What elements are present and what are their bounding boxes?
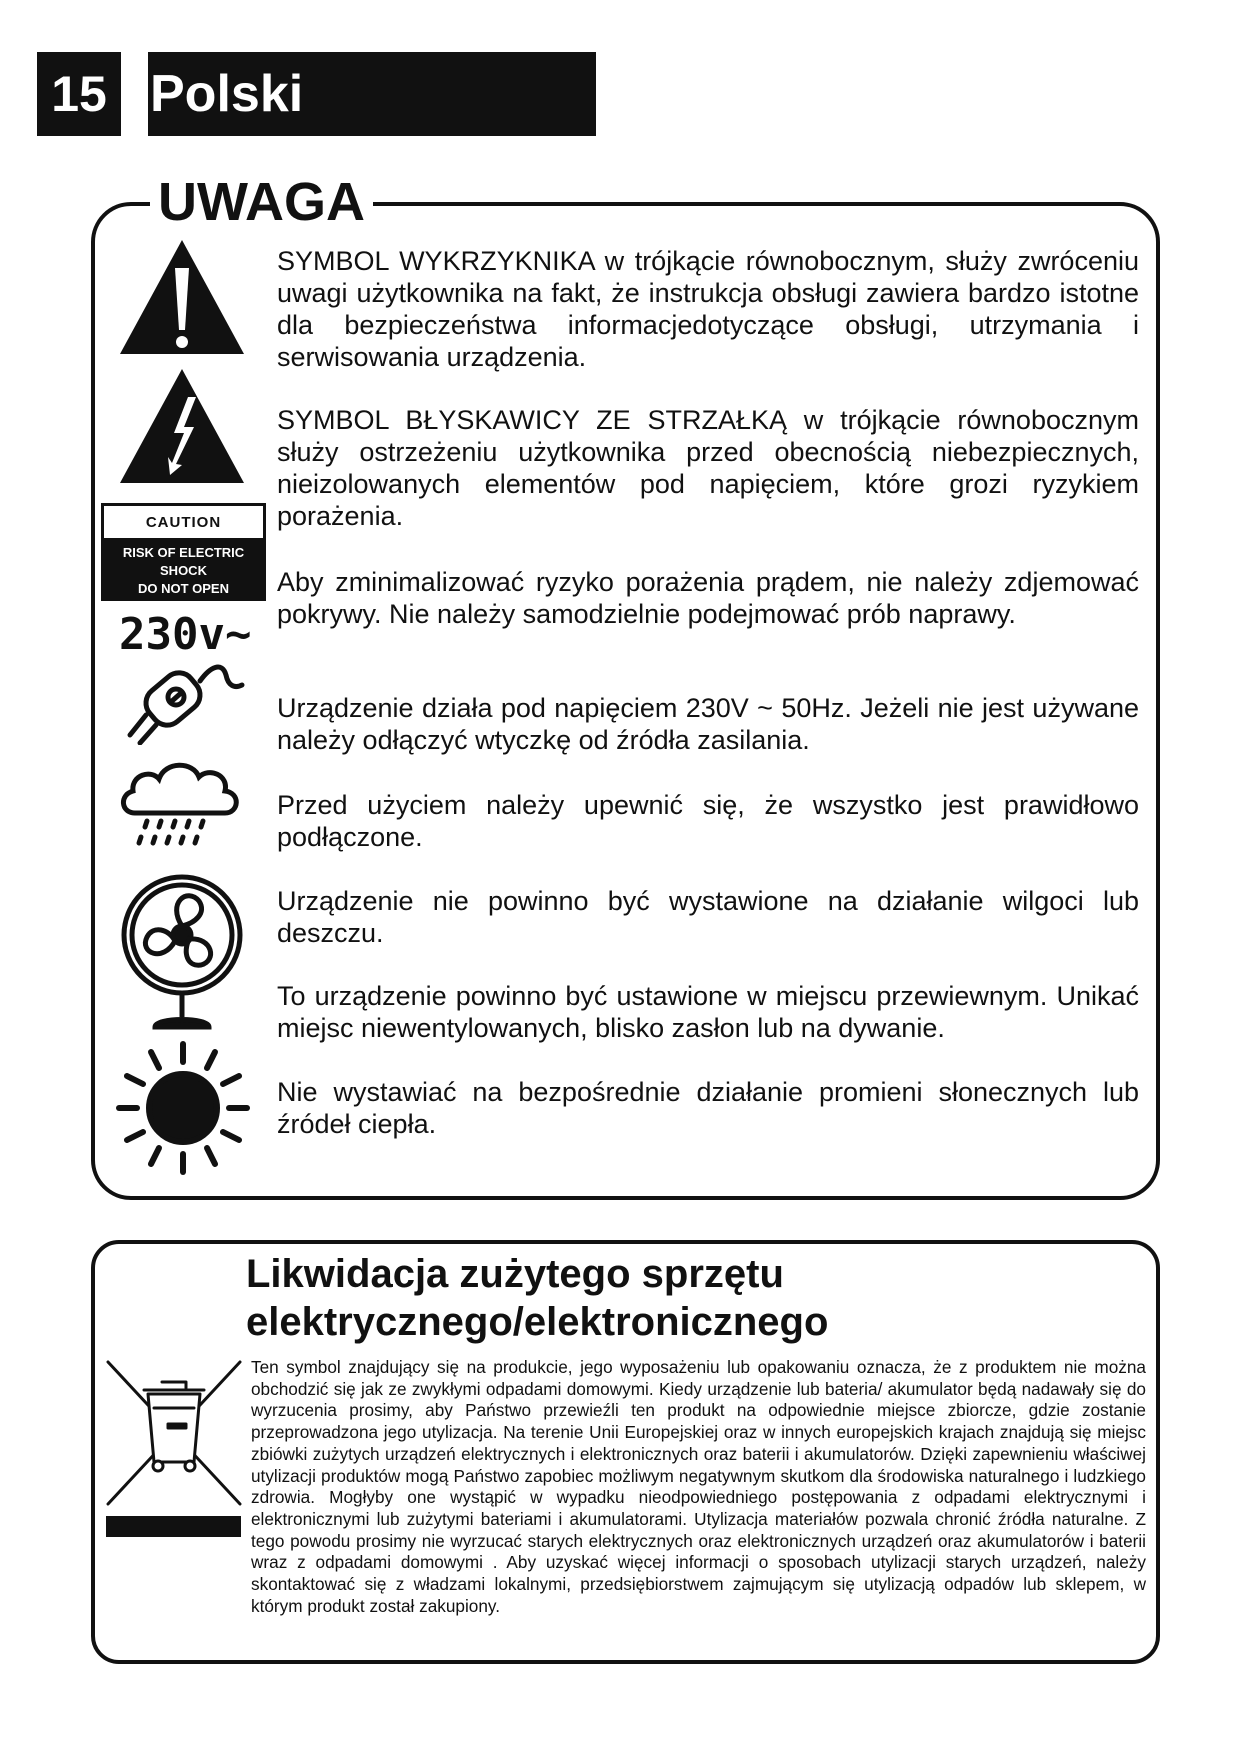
caution-line: DO NOT OPEN: [137, 581, 229, 596]
disposal-text: Ten symbol znajdujący się na produkcie, jego wyposażeniu lub opakowaniu oznacza, że z produktem nie można obchodzić się jak ze zwykłymi odpadami domowymi. Kiedy urządzenie lub bateria/ akumulator będą nadawały się do wyrzucenia prosimy, aby Państwo przewieźli ten produkt na odpowiednie miejsce zbiorcze, gdzie zostanie przeprowadzona jego utylizacja. Na terenie Unii Europejskiej oraz w innych europejskich krajach znajdują się miejsc zbiówki zużytych urządzeń elektrycznych i elektronicznych oraz baterii i akumulatorów. Dzięki zapewnieniu właściwej utylizacji produktów mogą Państwo zapobiec możliwym negatywnym skutkom dla środowiska naturalnego i ludzkiego zdrowia. Mogłyby one wystąpić w wypadku nieodpowiedniego postępowania z odpadami elektrycznymi i elektronicznymi lub zużytymi bateriami i akumulatorami. Utylizacja materiałów pozwala chronić źródła naturalne. Z tego powodu prosimy nie wyrzucać starych elektrycznych oraz elektronicznych urządzeń oraz akumulatorów i baterii wraz z odpadami domowymi . Aby uzyskać więcej informacji o sposobach utylizacji starych urządzeń, należy skontaktować się z władzami lokalnymi, przedsiębiorstwem zajmującym się utylizacją odpadów lub sklepem, w którym produkt został zakupiony.: [251, 1357, 1146, 1616]
warning-paragraph: SYMBOL BŁYSKAWICY ZE STRZAŁKĄ w trójkącie równobocznym służy ostrzeżeniu użytkownika przed obecnością niebezpiecznych, nieizolowanych elementów pod napięciem, które grozi ryzykiem porażenia.: [277, 405, 1139, 531]
exclamation-triangle-icon: [118, 238, 246, 356]
disposal-title: [246, 1250, 828, 1346]
disposal-title-line: Likwidacja zużytego sprzętu: [246, 1252, 784, 1296]
warning-paragraph: Urządzenie działa pod napięciem 230V ~ 50Hz. Jeżeli nie jest używane należy odłączyć wtyczkę od źródła zasilania.: [277, 693, 1139, 755]
fan-icon: [117, 873, 247, 1033]
page-language-title: Polski: [148, 52, 596, 136]
voltage-label: 230v~: [119, 609, 252, 660]
caution-line: RISK OF ELECTRIC: [122, 545, 245, 560]
warning-paragraph: SYMBOL WYKRZYKNIKA w trójkącie równobocznym, służy zwróceniu uwagi użytkownika na fakt, że instrukcja obsługi zawiera bardzo istotne dla bezpieczeństwa informacjedotyczące obsługi, utrzymania i serwisowania urządzenia.: [277, 246, 1139, 372]
caution-label-text: [101, 544, 266, 601]
caution-label: [101, 503, 266, 601]
sun-icon: [115, 1040, 251, 1176]
disposal-title-line: elektrycznego/elektronicznego: [246, 1300, 829, 1344]
warning-paragraph: Urządzenie nie powinno być wystawione na działanie wilgoci lub deszczu.: [277, 886, 1139, 948]
warning-title: UWAGA: [150, 172, 373, 232]
crossed-out-bin-icon: [104, 1358, 244, 1508]
plug-icon: [116, 663, 246, 745]
warning-paragraph: Nie wystawiać na bezpośrednie działanie promieni słonecznych lub źródeł ciepła.: [277, 1077, 1139, 1139]
warning-paragraph: Przed użyciem należy upewnić się, że wszystko jest prawidłowo podłączone.: [277, 790, 1139, 852]
warning-paragraph: Aby zminimalizować ryzyko porażenia prądem, nie należy zdjemować pokrywy. Nie należy samodzielnie podejmować prób naprawy.: [277, 567, 1139, 629]
warning-paragraph: To urządzenie powinno być ustawione w miejscu przewiewnym. Unikać miejsc niewentylowanych, blisko zasłon lub na dywanie.: [277, 981, 1139, 1043]
rain-cloud-icon: [117, 755, 245, 855]
caution-label-top: CAUTION: [104, 506, 263, 538]
weee-bar: [106, 1516, 241, 1537]
lightning-triangle-icon: [118, 367, 246, 485]
page-number: 15: [37, 52, 121, 136]
caution-line: SHOCK: [160, 563, 207, 578]
